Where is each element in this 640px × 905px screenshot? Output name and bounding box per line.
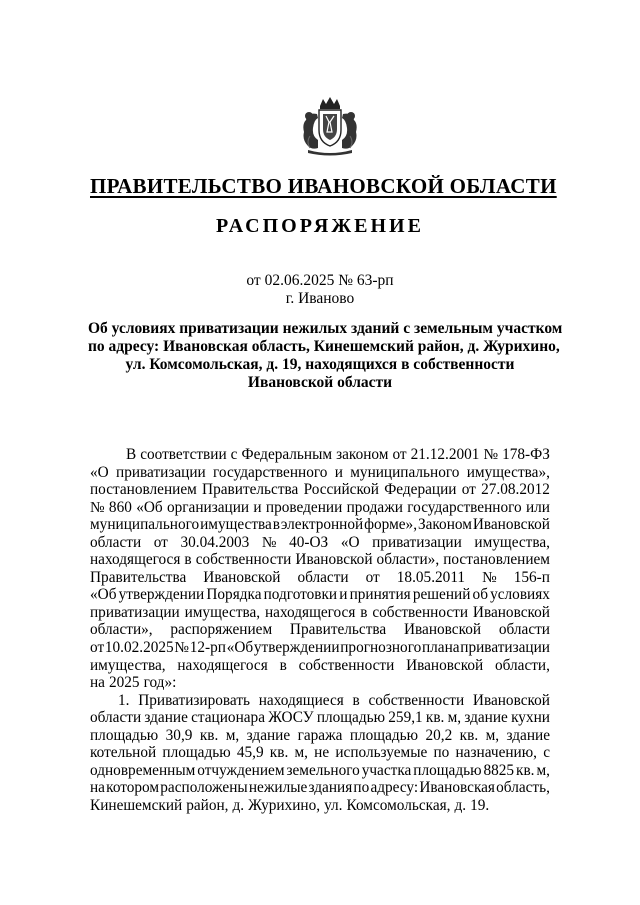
body-word: Приватизировать (138, 691, 250, 709)
body-word: в (352, 691, 360, 709)
body-line (90, 551, 550, 569)
body-word: 19. (470, 796, 490, 814)
body-word: от (392, 446, 407, 463)
body-word: находящегося (265, 603, 356, 621)
body-word: нежилые (248, 779, 308, 797)
body-word: Порядка (206, 586, 262, 604)
body-line (90, 762, 550, 780)
body-line (90, 779, 550, 797)
subject-line: Об условиях приватизации нежилых зданий с земельным участком (88, 320, 563, 337)
body-word: области», (90, 621, 153, 639)
body-word: постановлением (443, 551, 550, 569)
body-line (90, 709, 550, 727)
body-word: год»: (143, 674, 177, 692)
body-word: собственности (298, 656, 395, 674)
body-word: кв. (425, 709, 445, 727)
body-word: находящегося (90, 551, 181, 569)
body-line (90, 516, 550, 534)
body-line (90, 744, 550, 762)
body-word: муниципального (90, 516, 200, 534)
body-word: с (230, 446, 238, 463)
body-word: кв. (269, 744, 289, 762)
body-word: 21.12.2001 (410, 446, 480, 463)
body-line (90, 481, 550, 499)
body-word: площадью (413, 761, 482, 779)
body-word: условиях (490, 586, 550, 604)
body-word: 30.04.2003 (180, 533, 250, 551)
body-word: здание (464, 709, 508, 727)
body-word: приватизации (460, 639, 550, 657)
subject-line: по адресу: Ивановская область, Кинешемский район, д. Журихино, (88, 338, 560, 355)
body-word: принятия (349, 586, 411, 604)
body-word: Ивановской (203, 568, 281, 586)
body-word: имущества, (474, 533, 550, 551)
body-word: или (525, 498, 550, 516)
body-word: 27.08.2012 (481, 481, 550, 499)
body-word: 2025 (108, 674, 140, 692)
body-word: имущества, (184, 603, 261, 621)
body-word: м, (294, 744, 308, 762)
body-word: № (261, 533, 277, 551)
body-word: № (483, 446, 499, 463)
body-word: утверждении (118, 586, 205, 604)
body-word: м, (447, 709, 462, 727)
body-word: 18.05.2011 (396, 568, 466, 586)
body-word: кв. (516, 761, 535, 779)
body-word: приватизации (372, 533, 462, 551)
body-word: прогнозного (340, 639, 422, 657)
body-word: собственности (372, 603, 469, 621)
body-word: области», (376, 551, 440, 569)
body-word: области (297, 568, 349, 586)
body-word: и (253, 498, 262, 516)
body-word: «Об (226, 639, 254, 657)
body-word: ул. (324, 796, 343, 814)
body-word: № (174, 639, 190, 657)
body-word: 860 (108, 498, 132, 516)
body-word: в (184, 551, 192, 569)
body-word: Федерации (384, 481, 457, 499)
body-word: от (461, 481, 476, 499)
body-word: Ивановской (472, 603, 550, 621)
body-word: район, (186, 796, 229, 814)
body-word: государственного (407, 498, 522, 516)
body-word: 1. (118, 691, 130, 709)
body-word: площадью (349, 726, 419, 744)
body-word: «Об (136, 498, 163, 516)
body-word: Ивановской (295, 551, 373, 569)
body-word: законом (336, 446, 389, 463)
body-line (90, 586, 550, 604)
body-word: проведении (265, 498, 343, 516)
body-word: «О (90, 463, 109, 481)
body-word: подготовки (263, 586, 338, 604)
body-word: В (126, 446, 137, 463)
body-word: соответствии (140, 446, 227, 463)
body-word: «О (340, 533, 360, 551)
body-word: 8825 (483, 761, 515, 779)
body-word: муниципального (350, 463, 460, 481)
body-line (90, 621, 550, 639)
body-word: 40-ОЗ (289, 533, 329, 551)
body-word: от (365, 568, 380, 586)
body-word: Ивановской (403, 621, 482, 639)
body-word: области (90, 709, 142, 727)
body-word: 12-рп (189, 639, 226, 657)
body-word: продажи (346, 498, 403, 516)
body-word: электронной (280, 516, 364, 534)
body-word: здание (506, 726, 550, 744)
body-word: 45,9 (236, 744, 264, 762)
body-line (90, 499, 550, 517)
body-word: Правительства (202, 481, 299, 499)
body-word: д. (454, 796, 467, 814)
body-word: 10.02.2025 (104, 639, 174, 657)
document-date-number: от 02.06.2025 № 63-рп (246, 272, 394, 289)
body-line (90, 727, 550, 745)
body-word: находящегося (177, 656, 268, 674)
body-word: об (472, 586, 488, 604)
body-word: постановлением (90, 481, 197, 499)
body-word: площадью (316, 709, 386, 727)
body-word: по (433, 744, 450, 762)
body-word: д. (232, 796, 245, 814)
body-word: здание (246, 726, 291, 744)
body-word: используемые (335, 744, 428, 762)
body-word: Федеральным (241, 446, 333, 463)
government-name: ПРАВИТЕЛЬСТВО ИВАНОВСКОЙ ОБЛАСТИ (90, 174, 557, 198)
body-word: Российской (303, 481, 379, 499)
body-word: Ивановской (472, 691, 550, 709)
body-word: площадью (90, 726, 159, 744)
body-word: м, (485, 726, 500, 744)
body-word: на (90, 674, 105, 692)
body-word: в (272, 516, 280, 534)
body-word: области (90, 533, 142, 551)
body-word: имущества», (466, 463, 550, 481)
body-word: № (482, 568, 497, 586)
body-word: земельного (286, 761, 360, 779)
body-word: стационара (191, 709, 265, 727)
body-word: Ивановской (406, 656, 484, 674)
body-line (90, 534, 550, 552)
body-word: одновременным (90, 761, 196, 779)
body-word: от (153, 533, 168, 551)
body-word: котельной (90, 744, 157, 762)
document-city: г. Иваново (285, 290, 355, 307)
body-word: Журихино, (248, 796, 321, 814)
body-word: 20,2 (425, 726, 453, 744)
body-word: 259,1 (388, 709, 423, 727)
body-word: Правительства (289, 621, 387, 639)
body-word: № (90, 498, 105, 516)
body-word: расположены (160, 779, 248, 797)
body-word: адресу: (370, 779, 419, 797)
body-word: ЖОСУ (268, 709, 314, 727)
document-body (90, 446, 550, 814)
body-word: плана (421, 639, 460, 657)
body-word: на (90, 779, 105, 797)
body-word: Ивановская (419, 779, 495, 797)
body-word: собственности (195, 551, 292, 569)
body-word: в (360, 603, 368, 621)
body-word: находящиеся (258, 691, 344, 709)
body-word: Кинешемский (90, 796, 183, 814)
body-word: в (279, 656, 287, 674)
body-word: отчуждением (197, 761, 285, 779)
body-word: с (543, 744, 550, 762)
body-word: м, (225, 726, 240, 744)
body-word: Комсомольская, (346, 796, 451, 814)
body-word: и (339, 586, 348, 604)
body-word: от (90, 639, 105, 657)
document-meta (170, 272, 470, 308)
body-word: утверждении (253, 639, 340, 657)
body-word: здание (144, 709, 188, 727)
body-word: форме», (364, 516, 418, 534)
body-word: собственности (368, 691, 465, 709)
body-word: кухни (511, 709, 550, 727)
body-line (90, 464, 550, 482)
body-line (90, 674, 550, 692)
body-word: Ивановской (472, 516, 550, 534)
body-word: организации (166, 498, 250, 516)
body-word: решений (412, 586, 471, 604)
body-line (90, 657, 550, 675)
body-word: кв. (459, 726, 479, 744)
body-word: Правительства (90, 568, 187, 586)
body-word: котором (106, 779, 160, 797)
body-line (90, 639, 550, 657)
body-word: гаража (297, 726, 343, 744)
body-word: м, (536, 761, 550, 779)
body-word: 178-ФЗ (502, 446, 550, 463)
body-line (90, 797, 550, 815)
subject-line: Ивановской области (247, 374, 393, 391)
body-word: области, (494, 656, 550, 674)
body-word: кв. (199, 726, 219, 744)
body-word: приватизации (90, 603, 180, 621)
body-word: по (353, 779, 370, 797)
body-word: область, (496, 779, 550, 797)
body-word: распоряжением (170, 621, 273, 639)
body-word: площадью (162, 744, 231, 762)
body-line (90, 446, 550, 464)
ivanovo-region-coat-of-arms-icon (296, 96, 364, 158)
body-word: имущества (200, 516, 272, 534)
body-word: здания (308, 779, 353, 797)
body-word: назначению, (455, 744, 537, 762)
body-word: государственного (213, 463, 328, 481)
body-word: имущества, (90, 656, 166, 674)
subject-line: ул. Комсомольская, д. 19, находящихся в собственности (125, 356, 515, 373)
body-line (90, 569, 550, 587)
body-word: Законом (417, 516, 472, 534)
document-type: РАСПОРЯЖЕНИЕ (216, 215, 424, 237)
body-word: 30,9 (165, 726, 193, 744)
body-word: области (498, 621, 550, 639)
body-word: приватизации (116, 463, 206, 481)
body-word: «Об (90, 586, 117, 604)
document-subject (88, 320, 563, 392)
body-word: 156-п (513, 568, 550, 586)
body-line (90, 692, 550, 710)
body-word: не (314, 744, 330, 762)
body-line (90, 604, 550, 622)
body-word: участка (361, 761, 412, 779)
body-word: и (334, 463, 343, 481)
